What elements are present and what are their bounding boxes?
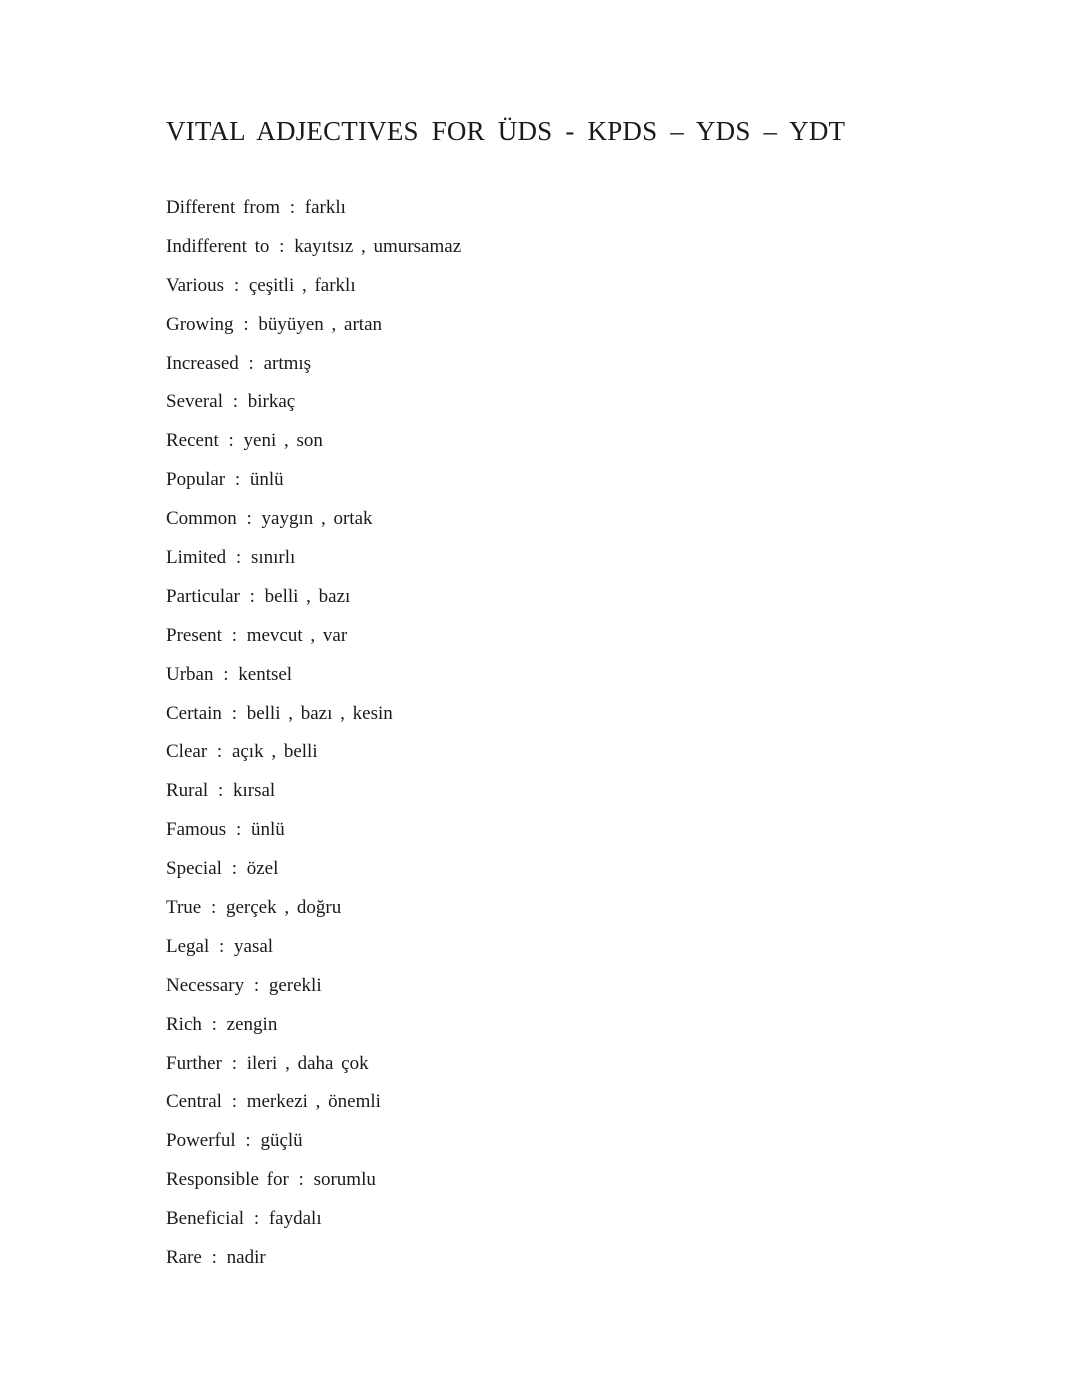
entry-term: Central [166, 1091, 222, 1113]
list-item [166, 1090, 461, 1129]
entry-term: Beneficial [166, 1208, 245, 1230]
entry-meaning: sınırlı [250, 547, 296, 569]
list-item [166, 779, 461, 818]
entry-term: Indifferent to [166, 235, 270, 257]
entry-separator: : [223, 1091, 245, 1113]
list-item [166, 1207, 461, 1246]
list-item [166, 546, 461, 585]
list-item [166, 507, 461, 546]
entry-separator: : [228, 547, 249, 569]
list-item [166, 585, 461, 624]
entry-term: Special [166, 858, 222, 880]
entry-separator: : [203, 897, 224, 919]
entry-term: Present [166, 624, 222, 646]
entry-meaning: yeni , son [243, 430, 323, 452]
entry-meaning: yasal [234, 935, 274, 957]
entry-meaning: artmış [263, 352, 312, 374]
list-item [166, 468, 461, 507]
entry-meaning: ünlü [250, 819, 285, 841]
entry-term: Particular [166, 585, 240, 607]
list-item [166, 702, 461, 741]
entry-meaning: sorumlu [313, 1169, 376, 1191]
list-item [166, 818, 461, 857]
entry-meaning: merkezi , önemli [246, 1091, 381, 1113]
entry-meaning: çeşitli , farklı [248, 274, 356, 296]
entry-meaning: birkaç [247, 391, 296, 413]
list-item [166, 274, 461, 313]
entry-separator: : [281, 197, 303, 218]
entry-separator: : [203, 1013, 225, 1035]
entry-term: Increased [166, 352, 239, 374]
list-item [166, 857, 461, 896]
entry-meaning: ünlü [249, 469, 284, 491]
vocabulary-list [166, 196, 461, 1285]
entry-meaning: gerçek , doğru [225, 897, 342, 919]
entry-term: Powerful [166, 1130, 236, 1152]
list-item [166, 624, 461, 663]
entry-meaning: belli , bazı [264, 585, 351, 607]
entry-term: Rare [166, 1247, 202, 1269]
entry-term: Necessary [166, 974, 245, 996]
entry-separator: : [226, 274, 247, 296]
entry-meaning: kayıtsız , umursamaz [294, 235, 462, 257]
entry-separator: : [240, 352, 262, 374]
list-item [166, 935, 461, 974]
entry-separator: : [203, 1247, 225, 1269]
entry-meaning: nadir [226, 1247, 266, 1269]
entry-separator: : [223, 858, 245, 880]
entry-meaning: büyüyen , artan [258, 313, 382, 335]
entry-term: Popular [166, 469, 226, 491]
entry-meaning: faydalı [268, 1208, 322, 1230]
entry-term: Rural [166, 780, 209, 802]
entry-meaning: özel [246, 858, 279, 880]
entry-meaning: açık , belli [231, 741, 318, 763]
list-item [166, 1246, 461, 1285]
entry-term: Several [166, 391, 223, 413]
entry-term: Further [166, 1052, 222, 1074]
entry-separator: : [211, 935, 233, 957]
entry-separator: : [223, 702, 245, 724]
entry-meaning: ileri , daha çok [246, 1052, 369, 1074]
entry-term: Common [166, 508, 237, 530]
entry-separator: : [223, 624, 245, 646]
entry-term: Urban [166, 663, 214, 685]
document-title: VITAL ADJECTIVES FOR ÜDS - KPDS – YDS – YDT [166, 116, 846, 146]
entry-meaning: yaygın , ortak [261, 508, 373, 530]
entry-meaning: kentsel [238, 663, 293, 685]
entry-separator: : [241, 585, 263, 607]
entry-meaning: güçlü [260, 1130, 303, 1152]
entry-meaning: zengin [226, 1013, 278, 1035]
entry-meaning: farklı [304, 197, 346, 218]
list-item [166, 352, 461, 391]
list-item [166, 235, 461, 274]
entry-term: Certain [166, 702, 222, 724]
entry-term: Clear [166, 741, 208, 763]
entry-separator: : [238, 508, 260, 530]
entry-separator: : [237, 1130, 259, 1152]
entry-separator: : [246, 1208, 267, 1230]
entry-separator: : [220, 430, 242, 452]
entry-term: Rich [166, 1013, 202, 1035]
entry-term: Growing [166, 313, 234, 335]
list-item [166, 313, 461, 352]
entry-separator: : [290, 1169, 312, 1191]
list-item [166, 1129, 461, 1168]
list-item [166, 740, 461, 779]
entry-term: Recent [166, 430, 219, 452]
entry-meaning: gerekli [268, 974, 322, 996]
entry-term: True [166, 897, 202, 919]
entry-separator: : [271, 235, 293, 257]
entry-separator: : [215, 663, 237, 685]
list-item [166, 896, 461, 935]
entry-separator: : [228, 819, 249, 841]
entry-meaning: mevcut , var [246, 624, 348, 646]
entry-term: Various [166, 274, 225, 296]
entry-term: Different from [166, 197, 280, 218]
list-item [166, 1052, 461, 1091]
entry-separator: : [224, 391, 246, 413]
entry-term: Responsible for [166, 1169, 289, 1191]
list-item [166, 1168, 461, 1207]
entry-term: Limited [166, 547, 227, 569]
list-item [166, 429, 461, 468]
entry-term: Legal [166, 935, 210, 957]
entry-separator: : [209, 741, 230, 763]
list-item [166, 390, 461, 429]
entry-separator: : [246, 974, 267, 996]
entry-meaning: belli , bazı , kesin [246, 702, 393, 724]
list-item [166, 1013, 461, 1052]
entry-separator: : [223, 1052, 245, 1074]
entry-separator: : [235, 313, 257, 335]
entry-meaning: kırsal [233, 780, 276, 802]
list-item [166, 663, 461, 702]
list-item [166, 974, 461, 1013]
entry-separator: : [210, 780, 231, 802]
list-item [166, 196, 461, 235]
entry-separator: : [227, 469, 248, 491]
entry-term: Famous [166, 819, 227, 841]
